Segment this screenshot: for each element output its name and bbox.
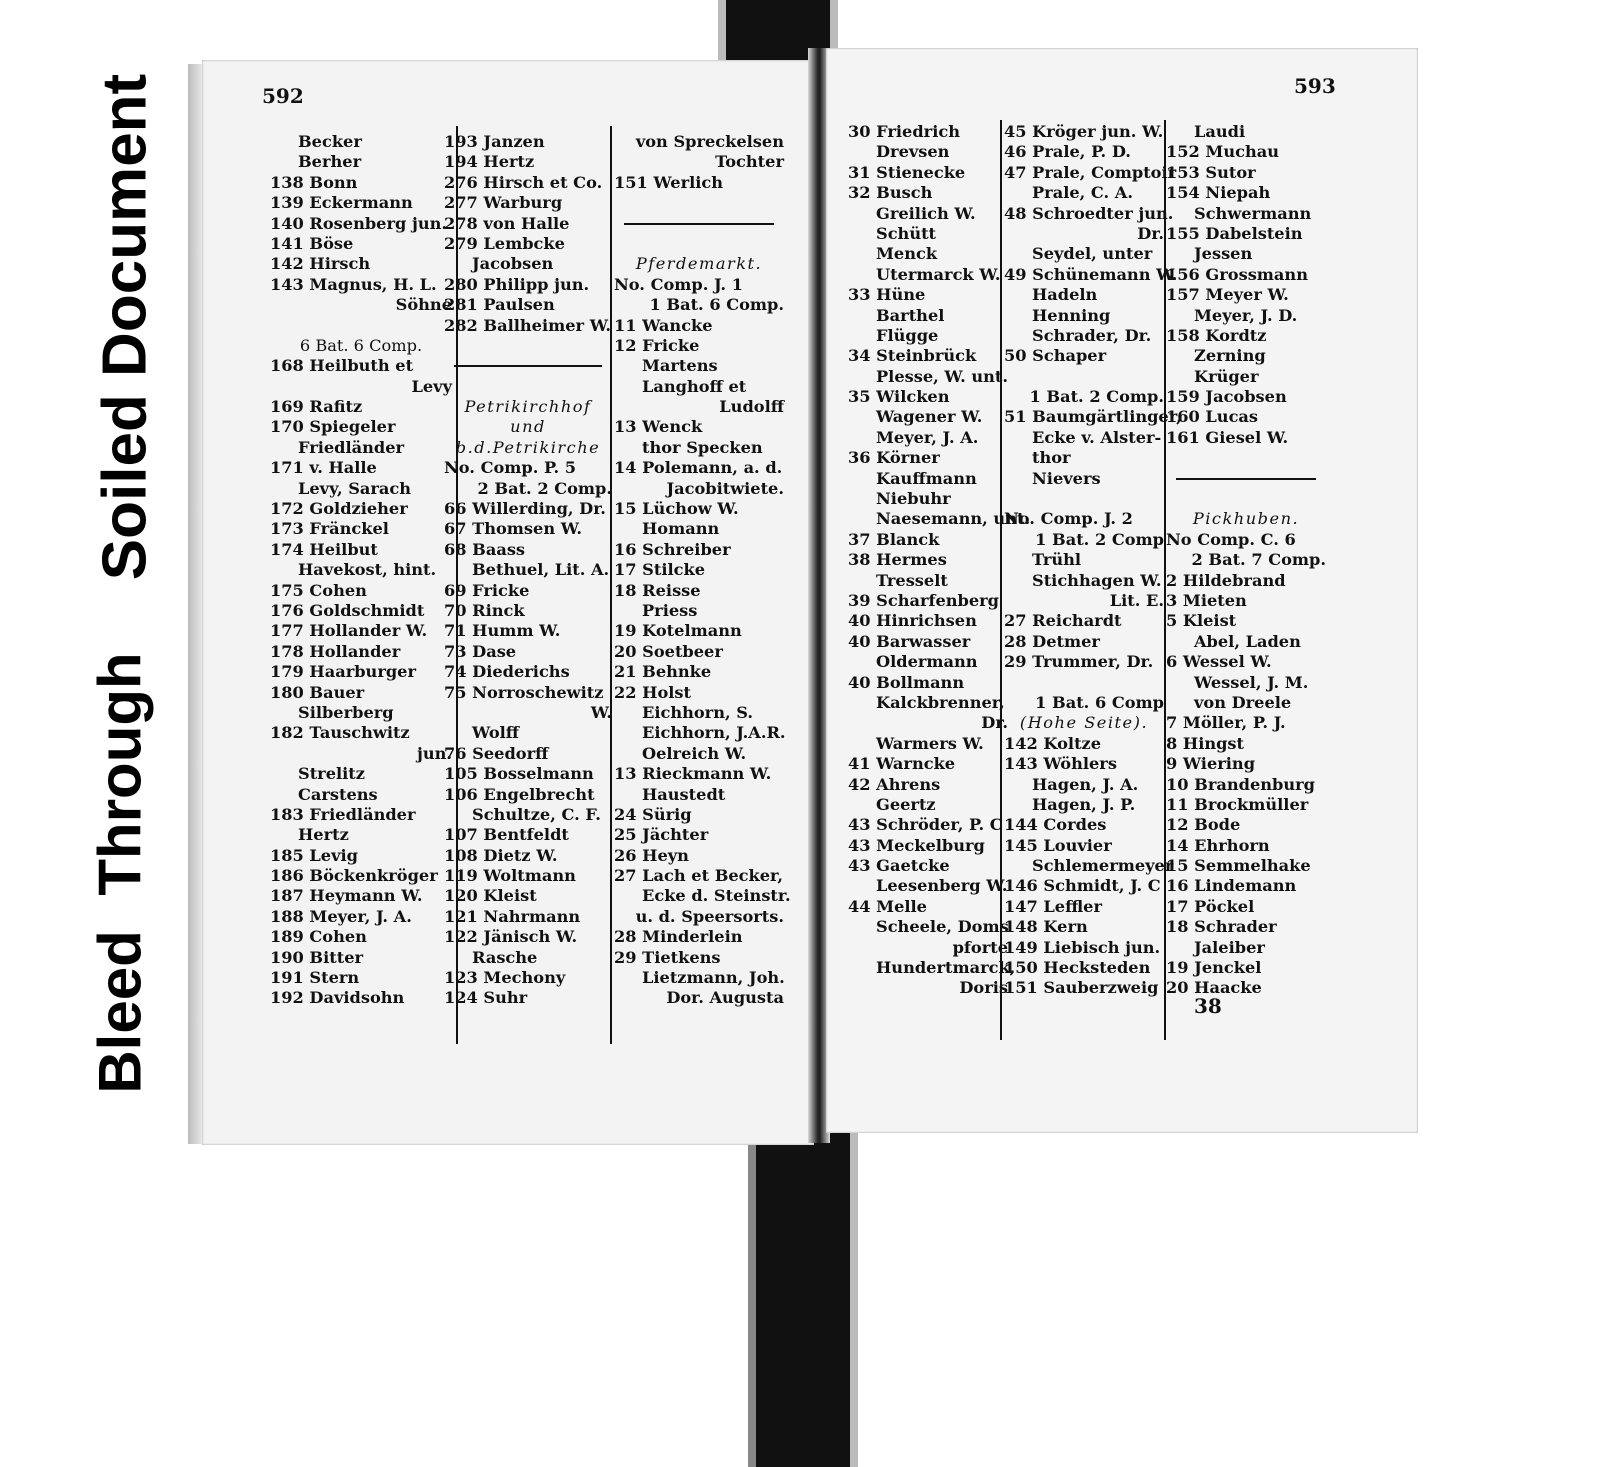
register-entry: 41 Warncke [848, 754, 956, 774]
register-entry: 185 Levig [270, 845, 358, 865]
register-entry: 139 Eckermann [270, 193, 413, 213]
register-entry: 28 Minderlein [614, 927, 743, 947]
register-entry: Prale, C. A. [1032, 183, 1133, 203]
register-entry: 160 Lucas [1166, 407, 1259, 427]
register-entry: 24 Sürig [614, 804, 692, 824]
register-entry: 27 Lach et Becker, [614, 866, 784, 886]
register-entry: 3 Mieten [1166, 590, 1247, 610]
register-entry: 151 Werlich [614, 172, 724, 192]
register-entry: 17 Pöckel [1166, 896, 1255, 916]
register-entry: 121 Nahrmann [444, 906, 581, 926]
register-entry [614, 193, 784, 213]
register-entry: 6 Wessel W. [1166, 652, 1272, 672]
register-entry: 1 Bat. 6 Comp [1035, 692, 1164, 712]
register-entry: 40 Hinrichsen [848, 611, 977, 631]
register-entry: thor Specken [642, 437, 763, 457]
register-entry: 15 Semmelhake [1166, 856, 1311, 876]
register-entry: 161 Giesel W. [1166, 427, 1289, 447]
register-entry: Meyer, J. D. [1194, 305, 1298, 325]
register-entry [444, 377, 612, 397]
register-entry: Levy, Sarach [298, 478, 412, 498]
register-entry: 22 Holst [614, 682, 691, 702]
register-entry: 71 Humm W. [444, 621, 561, 641]
register-entry: Rasche [472, 947, 538, 967]
register-entry: jun. [416, 743, 452, 763]
section-heading: b.d.Petrikirche [455, 437, 601, 457]
register-entry: 192 Davidsohn [270, 988, 405, 1008]
register-entry: 123 Mechony [444, 968, 566, 988]
register-entry: 73 Dase [444, 641, 517, 661]
register-entry: 7 Möller, P. J. [1166, 713, 1286, 733]
register-entry: 182 Tauschwitz [270, 723, 410, 743]
register-entry: Becker [298, 132, 362, 151]
register-entry: 183 Friedländer [270, 804, 416, 824]
register-entry: 153 Sutor [1166, 162, 1256, 182]
right-column-1 [848, 122, 1031, 999]
register-entry: 20 Haacke [1166, 978, 1262, 998]
register-entry: Nievers [1032, 468, 1101, 488]
register-entry: No. Comp. P. 5 [444, 458, 577, 478]
register-entry: 193 Janzen [444, 132, 545, 151]
register-entry: 2 Bat. 2 Comp. [477, 478, 612, 498]
register-entry: 14 Polemann, a. d. [614, 458, 783, 478]
register-entry: Ecke v. Alster- [1032, 427, 1162, 447]
target-label-soiled [66, 58, 184, 596]
left-column-1 [270, 132, 452, 1009]
register-entry: 45 Kröger jun. W. [1004, 122, 1164, 141]
target-label-bleed [48, 620, 192, 1125]
register-entry: 9 Wiering [1166, 754, 1256, 774]
register-entry: Martens [642, 356, 718, 376]
register-entry: Jessen [1194, 244, 1253, 264]
register-entry: 25 Jächter [614, 825, 709, 845]
register-entry: 141 Böse [270, 233, 354, 253]
register-entry: No. Comp. J. 1 [614, 274, 743, 294]
register-entry: Ecke d. Steinstr. [642, 886, 791, 906]
register-entry: No Comp. C. 6 [1166, 529, 1296, 549]
register-entry: 20 Soetbeer [614, 641, 723, 661]
register-entry: Friedländer [298, 437, 405, 457]
register-entry: 40 Bollmann [848, 672, 965, 692]
register-entry: 169 Rafitz [270, 397, 363, 417]
register-entry: 34 Steinbrück [848, 346, 977, 366]
register-entry: 15 Lüchow W. [614, 499, 739, 519]
register-entry: 186 Böckenkröger [270, 866, 438, 886]
register-entry: 66 Willerding, Dr. [444, 499, 606, 519]
column-rule [610, 126, 612, 1044]
register-entry: 158 Kordtz [1166, 325, 1267, 345]
register-entry: 177 Hollander W. [270, 621, 428, 641]
register-entry: Abel, Laden [1194, 631, 1301, 651]
register-entry: Strelitz [298, 764, 365, 784]
register-entry: 194 Hertz [444, 152, 535, 172]
register-entry: Homann [642, 519, 720, 539]
register-entry: 74 Diederichs [444, 662, 570, 682]
register-entry: 13 Wenck [614, 417, 703, 437]
register-entry: 191 Stern [270, 968, 360, 988]
register-entry [1004, 673, 1164, 693]
register-entry: 106 Engelbrecht [444, 784, 595, 804]
register-entry: Lietzmann, Joh. [642, 968, 785, 988]
register-entry: Schütt [876, 223, 937, 243]
register-entry: 276 Hirsch et Co. [444, 172, 603, 192]
column-rule [1000, 120, 1002, 1040]
register-entry: 38 Hermes [848, 550, 947, 570]
register-entry: Henning [1032, 305, 1111, 325]
section-heading: und [510, 417, 546, 437]
register-entry: Krüger [1194, 366, 1259, 386]
register-entry: Schrader, Dr. [1032, 325, 1152, 345]
register-entry: pforte [952, 937, 1008, 957]
register-entry: 119 Woltmann [444, 866, 576, 886]
register-entry: Seydel, unter [1032, 244, 1153, 264]
register-entry: 171 v. Halle [270, 458, 377, 478]
register-entry: 277 Warburg [444, 193, 563, 213]
register-entry: Hagen, J. A. [1032, 774, 1139, 794]
register-entry: 143 Wöhlers [1004, 754, 1117, 774]
register-entry: 174 Heilbut [270, 539, 378, 559]
register-entry: Stichhagen W. [1032, 570, 1162, 590]
register-entry: Söhne [395, 295, 452, 315]
register-entry: Utermarck W. [876, 264, 1001, 284]
register-entry: 1 Bat. 2 Comp. [1029, 387, 1164, 407]
register-entry: Menck [876, 244, 938, 264]
register-entry: 32 Busch [848, 183, 933, 203]
register-entry: 12 Bode [1166, 815, 1241, 835]
open-book [188, 48, 1418, 1158]
left-page [202, 60, 814, 1145]
register-entry: Naesemann, unt. [876, 509, 1031, 529]
target-label-text: Bleed Through [86, 651, 154, 1094]
register-entry: 156 Grossmann [1166, 264, 1308, 284]
register-entry: 190 Bitter [270, 947, 364, 967]
register-entry: Doris [959, 978, 1008, 998]
register-entry: 10 Brandenburg [1166, 774, 1315, 794]
register-entry: 107 Bentfeldt [444, 825, 569, 845]
register-entry: 2 Bat. 7 Comp. [1191, 550, 1326, 570]
register-entry: Levy [411, 376, 452, 396]
register-entry: 124 Suhr [444, 988, 528, 1008]
register-entry: Silberberg [298, 702, 394, 722]
register-entry: Wagener W. [876, 407, 983, 427]
register-entry: 30 Friedrich [848, 122, 960, 141]
register-entry: Oelreich W. [642, 743, 747, 763]
register-entry: 2 Hildebrand [1166, 570, 1286, 590]
register-entry: Eichhorn, J.A.R. [642, 723, 786, 743]
register-entry: Carstens [298, 784, 378, 804]
register-entry: 40 Barwasser [848, 631, 971, 651]
register-entry: 67 Thomsen W. [444, 519, 583, 539]
register-entry: 147 Leffler [1004, 896, 1103, 916]
register-entry: 16 Lindemann [1166, 876, 1297, 896]
register-entry: 39 Scharfenberg [848, 590, 999, 610]
target-label-text: Soiled Document [90, 73, 160, 581]
register-entry: Havekost, hint. [298, 560, 437, 580]
register-entry: 33 Hüne [848, 285, 926, 305]
register-entry: 149 Liebisch jun. [1004, 937, 1161, 957]
register-entry: W. [590, 702, 612, 722]
register-entry: Jacobsen [472, 254, 554, 274]
register-entry: Plesse, W. unt. [876, 366, 1008, 386]
register-entry: Wolff [472, 723, 520, 743]
register-entry: Laudi [1194, 122, 1246, 141]
register-entry: 46 Prale, P. D. [1004, 142, 1131, 162]
register-entry: 157 Meyer W. [1166, 285, 1289, 305]
register-entry: Oldermann [876, 652, 978, 672]
right-page [826, 48, 1418, 1133]
register-entry: 178 Hollander [270, 641, 401, 661]
register-entry: 11 Wancke [614, 315, 713, 335]
register-entry: von Dreele [1194, 692, 1292, 712]
register-entry: Lit. E. [1109, 590, 1164, 610]
register-entry: 48 Schroedter jun. [1004, 203, 1174, 223]
register-entry: 44 Melle [848, 896, 927, 916]
register-entry: Schwermann [1194, 203, 1312, 223]
register-entry: Jacobitwiete. [666, 478, 784, 498]
register-entry: von Spreckelsen [635, 132, 784, 151]
register-entry: Scheele, Doms [876, 917, 1009, 937]
register-entry: Eichhorn, S. [642, 702, 753, 722]
register-entry: Haustedt [642, 784, 726, 804]
register-entry: 21 Behnke [614, 662, 712, 682]
register-entry: 282 Ballheimer W. [444, 315, 611, 335]
register-entry: 6 Bat. 6 Comp. [299, 335, 423, 355]
register-entry: 148 Kern [1004, 917, 1088, 937]
register-entry: 159 Jacobsen [1166, 387, 1287, 407]
register-entry: 43 Gaetcke [848, 856, 950, 876]
register-entry: 152 Muchau [1166, 142, 1279, 162]
register-entry: 31 Stienecke [848, 162, 966, 182]
register-entry: Bethuel, Lit. A. [472, 560, 610, 580]
register-entry: 75 Norroschewitz [444, 682, 604, 702]
catchword: 38 [1194, 994, 1222, 1018]
register-entry: Tresselt [876, 570, 948, 590]
register-entry: 168 Heilbuth et [270, 356, 414, 376]
register-entry: Langhoff et [642, 376, 747, 396]
register-entry: 179 Haarburger [270, 662, 416, 682]
section-heading: (Hohe Seite). [1019, 713, 1149, 733]
register-entry: 108 Dietz W. [444, 845, 558, 865]
section-heading: Pferdemarkt. [635, 254, 763, 274]
register-entry: Drevsen [876, 142, 950, 162]
register-entry: Geertz [876, 794, 936, 814]
register-entry: Ludolff [719, 397, 784, 417]
register-entry: 1 Bat. 6 Comp. [649, 295, 784, 315]
register-entry: Dr. [1137, 223, 1164, 243]
right-column-3 [1166, 122, 1326, 999]
register-entry: 27 Reichardt [1004, 611, 1122, 631]
register-entry [1004, 367, 1164, 387]
register-entry: 172 Goldzieher [270, 499, 408, 519]
page-number: 593 [1294, 74, 1336, 98]
section-rule [444, 356, 612, 376]
register-entry: 35 Wilcken [848, 387, 950, 407]
register-entry: Kauffmann [876, 468, 977, 488]
page-number: 592 [262, 84, 304, 108]
register-entry: Hadeln [1032, 285, 1098, 305]
register-entry: 16 Schreiber [614, 539, 731, 559]
register-entry: 187 Heymann W. [270, 886, 423, 906]
register-entry: Berher [298, 152, 362, 172]
register-entry: 142 Koltze [1004, 733, 1102, 753]
register-entry: Trühl [1032, 550, 1082, 570]
register-entry: Meyer, J. A. [876, 427, 979, 447]
register-entry: 49 Schünemann W. [1004, 264, 1178, 284]
register-entry: 189 Cohen [270, 927, 367, 947]
register-entry: 51 Baumgärtlinger, [1004, 407, 1182, 427]
register-entry: 1 Bat. 2 Comp [1035, 529, 1164, 549]
register-entry: Zerning [1194, 346, 1266, 366]
register-entry: 70 Rinck [444, 600, 525, 620]
left-column-3 [614, 132, 791, 1009]
register-entry: 68 Baass [444, 539, 526, 559]
register-entry: Hundertmarck, [876, 958, 1016, 978]
register-entry: 280 Philipp jun. [444, 274, 590, 294]
register-entry: u. d. Speersorts. [635, 906, 784, 926]
register-entry: 26 Heyn [614, 845, 689, 865]
register-entry [1166, 448, 1326, 468]
register-entry: 170 Spiegeler [270, 417, 396, 437]
register-entry [1004, 489, 1164, 509]
register-entry [270, 316, 452, 336]
register-entry: 42 Ahrens [848, 774, 941, 794]
register-entry: Schlemermeyer [1032, 856, 1174, 876]
register-entry: 43 Meckelburg [848, 835, 985, 855]
register-entry: 5 Kleist [1166, 611, 1237, 631]
register-entry: 14 Ehrhorn [1166, 835, 1270, 855]
register-entry: 138 Bonn [270, 172, 358, 192]
register-entry: 279 Lembcke [444, 233, 565, 253]
left-column-2 [444, 132, 612, 1009]
register-entry: 140 Rosenberg jun. [270, 213, 447, 233]
register-entry: Leesenberg W. [876, 876, 1008, 896]
register-entry: 28 Detmer [1004, 631, 1100, 651]
register-entry: Greilich W. [876, 203, 976, 223]
register-entry: 188 Meyer, J. A. [270, 906, 412, 926]
register-entry: No. Comp. J. 2 [1004, 509, 1133, 529]
register-entry: 19 Jenckel [1166, 958, 1262, 978]
register-entry: Dor. Augusta [666, 988, 784, 1008]
register-entry: Hagen, J. P. [1032, 794, 1136, 814]
register-entry: 37 Blanck [848, 529, 940, 549]
register-entry: 8 Hingst [1166, 733, 1245, 753]
section-rule [1166, 469, 1326, 489]
section-heading: Petrikirchhof [464, 397, 592, 417]
register-entry: Hertz [298, 825, 349, 845]
register-entry: 18 Schrader [1166, 917, 1277, 937]
right-column-2 [1004, 122, 1182, 999]
register-entry: 76 Seedorff [444, 743, 549, 763]
register-entry: 17 Stilcke [614, 560, 705, 580]
register-entry: 281 Paulsen [444, 295, 555, 315]
register-entry: 13 Rieckmann W. [614, 764, 772, 784]
section-heading: Pickhuben. [1192, 509, 1300, 529]
register-entry: 43 Schröder, P. C [848, 815, 1003, 835]
register-entry: 29 Trummer, Dr. [1004, 652, 1154, 672]
register-entry: 120 Kleist [444, 886, 537, 906]
register-entry: 12 Fricke [614, 335, 700, 355]
register-entry: 150 Hecksteden [1004, 958, 1151, 978]
register-entry: 36 Körner [848, 448, 940, 468]
register-entry: 278 von Halle [444, 213, 570, 233]
register-entry [444, 336, 612, 356]
register-entry: 50 Schaper [1004, 346, 1107, 366]
register-entry: 151 Sauberzweig [1004, 978, 1159, 998]
section-rule [614, 214, 784, 234]
register-entry: 173 Fränckel [270, 519, 389, 539]
register-entry: 176 Goldschmidt [270, 600, 425, 620]
register-entry: 154 Niepah [1166, 183, 1271, 203]
register-entry: Barthel [876, 305, 945, 325]
binding-strip-bottom [748, 1125, 858, 1467]
register-entry: 175 Cohen [270, 580, 367, 600]
register-entry: Dr. [981, 713, 1008, 733]
register-entry: 122 Jänisch W. [444, 927, 578, 947]
register-entry: 180 Bauer [270, 682, 365, 702]
register-entry: Kalckbrenner, [876, 692, 1005, 712]
register-entry: 18 Reisse [614, 580, 701, 600]
register-entry: Warmers W. [876, 733, 984, 753]
register-entry [1166, 489, 1326, 509]
register-entry: 19 Kotelmann [614, 621, 742, 641]
register-entry: 105 Bosselmann [444, 764, 594, 784]
register-entry [614, 234, 784, 254]
register-entry: 155 Dabelstein [1166, 223, 1303, 243]
register-entry: 146 Schmidt, J. C [1004, 876, 1161, 896]
register-entry: Flügge [876, 325, 939, 345]
register-entry: Niebuhr [876, 489, 951, 509]
register-entry: 142 Hirsch [270, 254, 371, 274]
register-entry: 11 Brockmüller [1166, 794, 1309, 814]
register-entry: 143 Magnus, H. L. [270, 274, 437, 294]
register-entry: Wessel, J. M. [1194, 672, 1309, 692]
register-entry: thor [1032, 448, 1071, 468]
register-entry: 144 Cordes [1004, 815, 1107, 835]
register-entry: Jaleiber [1194, 937, 1265, 957]
register-entry: 69 Fricke [444, 580, 530, 600]
register-entry: 29 Tietkens [614, 947, 721, 967]
register-entry: Priess [642, 600, 698, 620]
register-entry: Schultze, C. F. [472, 804, 601, 824]
register-entry: 145 Louvier [1004, 835, 1112, 855]
register-entry: Tochter [715, 152, 784, 172]
register-entry: 47 Prale, Comptoir [1004, 162, 1177, 182]
